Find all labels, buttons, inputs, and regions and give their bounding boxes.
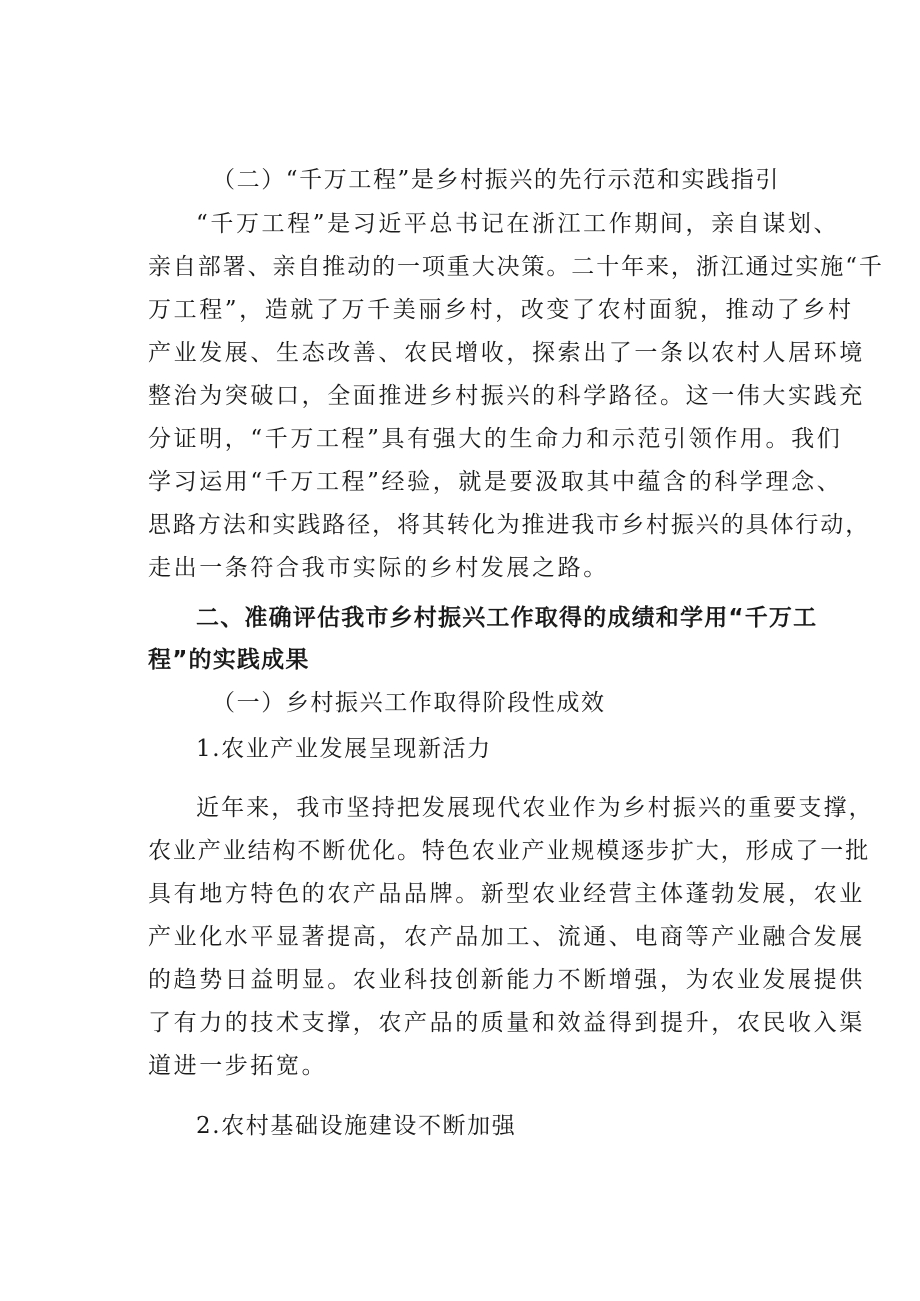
section-heading-2-1: （一）乡村振兴工作取得阶段性成效 <box>212 690 606 716</box>
item-heading-1: 1.农业产业发展呈现新活力 <box>196 736 492 762</box>
item-heading-2: 2.农村基础设施建设不断加强 <box>196 1113 517 1139</box>
paragraph-line: 思路方法和实践路径，将其转化为推进我市乡村振兴的具体行动， <box>148 512 871 538</box>
paragraph-line: 整治为突破口，全面推进乡村振兴的科学路径。这一伟大实践充 <box>148 383 865 409</box>
paragraph-line: 道进一步拓宽。 <box>148 1053 328 1079</box>
part-heading: 二、准确评估我市乡村振兴工作取得的成绩和学用“千万工 <box>196 605 818 631</box>
paragraph-line: 了有力的技术支撑，农产品的质量和效益得到提升，农民收入渠 <box>148 1010 865 1036</box>
paragraph-line: 农业产业结构不断优化。特色农业产业规模逐步扩大，形成了一批 <box>148 838 871 864</box>
paragraph-line: 亲自部署、亲自推动的一项重大决策。二十年来，浙江通过实施“千 <box>148 254 884 280</box>
paragraph-line: 走出一条符合我市实际的乡村发展之路。 <box>148 555 609 581</box>
section-heading-2-2: （二）“千万工程”是乡村振兴的先行示范和实践指引 <box>212 167 780 193</box>
paragraph-line: 的趋势日益明显。农业科技创新能力不断增强，为农业发展提供 <box>148 967 865 993</box>
paragraph-line: 万工程”，造就了万千美丽乡村，改变了农村面貌，推动了乡村 <box>148 297 854 323</box>
paragraph-line: 分证明，“千万工程”具有强大的生命力和示范引领作用。我们 <box>148 426 843 452</box>
paragraph-line: 产业发展、生态改善、农民增收，探索出了一条以农村人居环境 <box>148 340 865 366</box>
part-heading-continued: 程”的实践成果 <box>148 647 310 673</box>
paragraph-line: 具有地方特色的农产品品牌。新型农业经营主体蓬勃发展，农业 <box>148 881 865 907</box>
paragraph-line: 产业化水平显著提高，农产品加工、流通、电商等产业融合发展 <box>148 924 865 950</box>
paragraph-line: “千万工程”是习近平总书记在浙江工作期间，亲自谋划、 <box>196 211 840 237</box>
paragraph-line: 学习运用“千万工程”经验，就是要汲取其中蕴含的科学理念、 <box>148 469 843 495</box>
paragraph-line: 近年来，我市坚持把发展现代农业作为乡村振兴的重要支撑， <box>196 795 874 821</box>
